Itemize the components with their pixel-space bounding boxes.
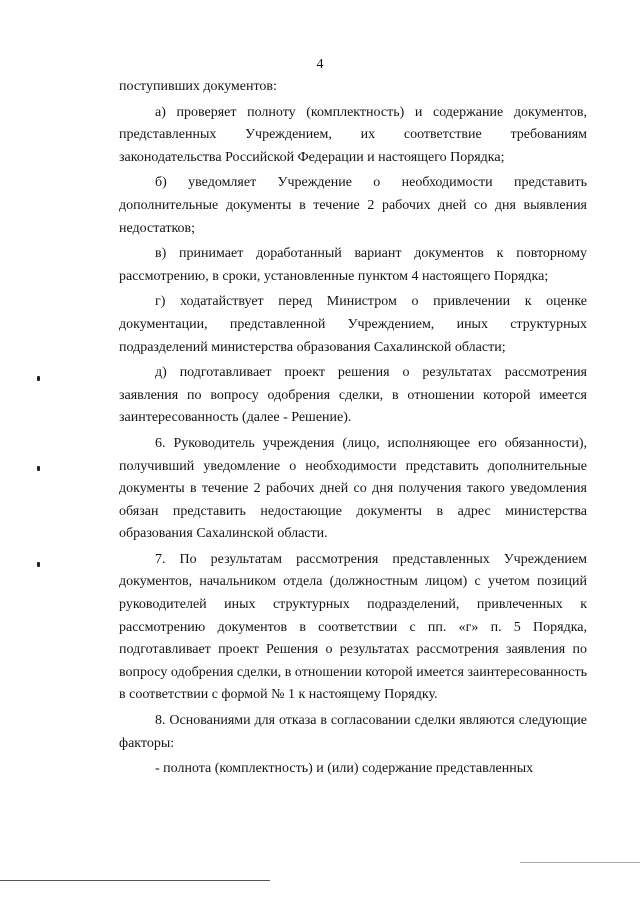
page-number: 4 [316, 57, 324, 72]
document-body [119, 76, 587, 781]
paragraph-section-8: 8. Основаниями для отказа в согласовании сделки являются следующие факторы: [119, 713, 587, 751]
paragraph-item-v: в) принимает доработанный вариант документов к повторному рассмотрению, в сроки, установленные пунктом 4 настоящего Порядка; [119, 246, 587, 284]
paragraph-section-7: 7. По результатам рассмотрения представленных Учреждением документов, начальником отдела (должностным лицом) с учетом позиций руководителей иных структурных подразделений, привлеченных к рассмотрению документов в соответствии с пп. «г» п. 5 Порядка, подготавливает проект Решения о результатах рассмотрения заявления по вопросу одобрения сделки, в отношении которой имеется заинтересованность в соответствии с формой № 1 к настоящему Порядку. [119, 551, 587, 703]
scan-mark [37, 376, 40, 381]
paragraph-item-b: б) уведомляет Учреждение о необходимости представить дополнительные документы в течение 2 рабочих дней со дня выявления недостатков; [119, 175, 587, 236]
scan-mark [37, 562, 40, 567]
paragraph-section-6: 6. Руководитель учреждения (лицо, исполняющее его обязанности), получивший уведомление о необходимости представить дополнительные документы в течение 2 рабочих дней со дня получения такого уведомления обязан представить недостающие документы в адрес министерства образования Сахалинской области. [119, 435, 587, 542]
scan-mark [37, 466, 40, 471]
paragraph-item-a: а) проверяет полноту (комплектность) и содержание документов, представленных Учреждением, их соответствие требованиям законодательства Российской Федерации и настоящего Порядка; [119, 104, 587, 165]
paragraph-bullet-item: - полнота (комплектность) и (или) содержание представленных [155, 761, 534, 777]
footer-line-right [520, 862, 640, 863]
paragraph-item-g: г) ходатайствует перед Министром о привлечении к оценке документации, представленной Учреждением, иных структурных подразделений министерства образования Сахалинской области; [119, 294, 587, 355]
footer-line-left [0, 880, 270, 881]
paragraph-continuation: поступивших документов: [119, 79, 277, 94]
paragraph-item-d: д) подготавливает проект решения о результатах рассмотрения заявления по вопросу одобрения сделки, в отношении которой имеется заинтересованность (далее - Решение). [119, 365, 587, 426]
